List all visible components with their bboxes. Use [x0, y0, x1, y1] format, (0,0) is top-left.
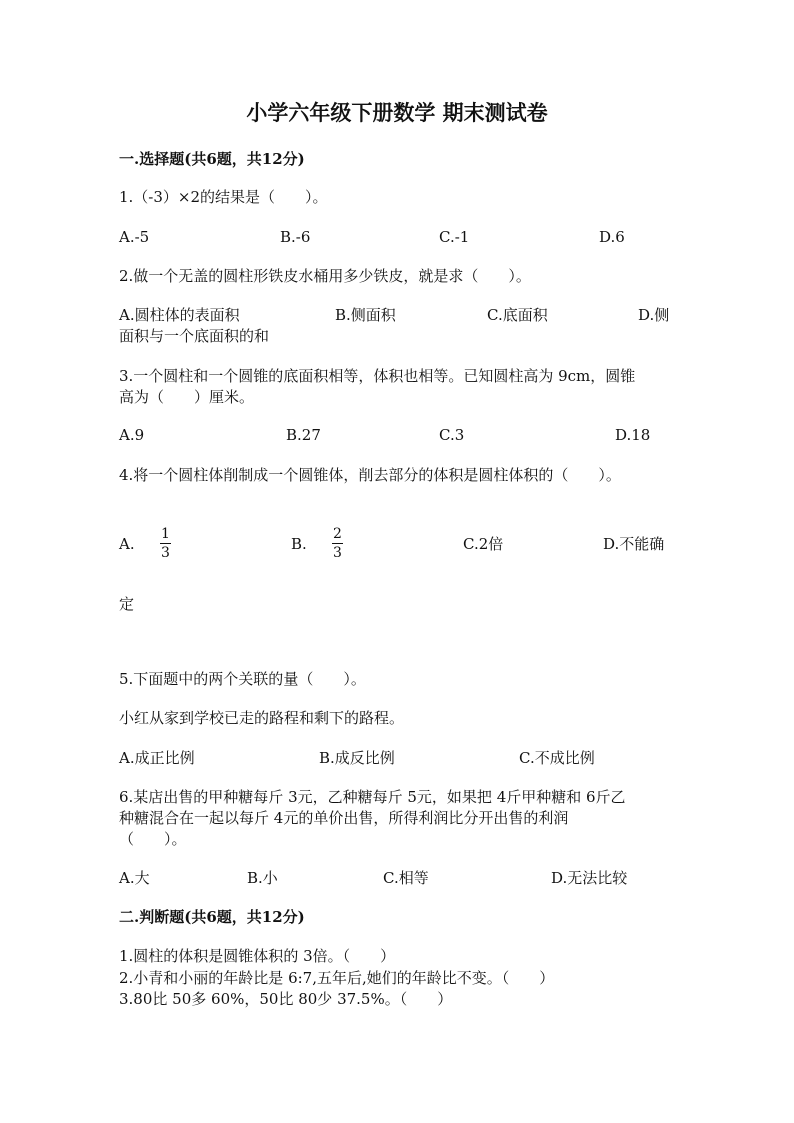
question-1-option-c: C.-1: [439, 228, 470, 246]
section-heading-judge: 二.判断题(共6题，共12分): [119, 908, 305, 926]
question-6-stem-line-2: 种糖混合在一起以每斤 4元的单价出售，所得利润比分开出售的利润: [119, 809, 569, 827]
question-1-stem: 1.（-3）×2的结果是（ ）。: [119, 188, 328, 206]
question-3-option-a: A.9: [119, 426, 145, 444]
question-4-option-b-fraction: [332, 526, 343, 561]
judge-item-3: 3.80比 50多 60%，50比 80少 37.5%。（ ）: [119, 990, 453, 1008]
fraction-numerator: 2: [333, 526, 342, 542]
question-6-option-a: A.大: [119, 869, 150, 887]
page-title: 小学六年级下册数学 期末测试卷: [246, 100, 548, 125]
section-heading-choice: 一.选择题(共6题，共12分): [119, 150, 305, 168]
question-5-stem: 5.下面题中的两个关联的量（ ）。: [119, 670, 366, 688]
judge-item-1: 1.圆柱的体积是圆锥体积的 3倍。（ ）: [119, 947, 396, 965]
question-5-option-b: B.成反比例: [319, 749, 395, 767]
judge-item-2: 2.小青和小丽的年龄比是 6:7,五年后,她们的年龄比不变。（ ）: [119, 969, 555, 987]
fraction-bar: [332, 543, 343, 544]
question-4-option-a-fraction: [160, 526, 171, 561]
question-1-option-d: D.6: [599, 228, 625, 246]
question-3-stem-line-1: 3.一个圆柱和一个圆锥的底面积相等，体积也相等。已知圆柱高为 9cm，圆锥: [119, 367, 636, 385]
question-6-option-b: B.小: [247, 869, 278, 887]
question-6-stem-line-3: （ ）。: [119, 830, 187, 848]
question-2-option-a: A.圆柱体的表面积: [119, 306, 240, 324]
question-4-option-a-label: A.: [119, 535, 135, 553]
question-4-option-b-label: B.: [291, 535, 307, 553]
fraction-denominator: 3: [333, 545, 342, 561]
question-2-option-c: C.底面积: [487, 306, 548, 324]
question-4-option-d: D.不能确: [603, 535, 665, 553]
question-6-stem-line-1: 6.某店出售的甲种糖每斤 3元，乙种糖每斤 5元，如果把 4斤甲种糖和 6斤乙: [119, 788, 626, 806]
question-2-stem: 2.做一个无盖的圆柱形铁皮水桶用多少铁皮，就是求（ ）。: [119, 267, 531, 285]
fraction-bar: [160, 543, 171, 544]
question-3-option-b: B.27: [286, 426, 321, 444]
question-2-option-d: D.侧: [638, 306, 670, 324]
question-5-option-c: C.不成比例: [519, 749, 595, 767]
question-5-stem-context: 小红从家到学校已走的路程和剩下的路程。: [119, 709, 405, 727]
question-6-option-c: C.相等: [383, 869, 429, 887]
question-4-stem: 4.将一个圆柱体削制成一个圆锥体，削去部分的体积是圆柱体积的（ ）。: [119, 466, 621, 484]
question-2-option-b: B.侧面积: [335, 306, 396, 324]
question-1-option-a: A.-5: [119, 228, 150, 246]
question-3-stem-line-2: 高为（ ）厘米。: [119, 388, 255, 406]
question-6-option-d: D.无法比较: [551, 869, 628, 887]
question-2-option-d-continued: 面积与一个底面积的和: [119, 327, 270, 345]
question-4-option-c: C.2倍: [463, 535, 504, 553]
question-5-option-a: A.成正比例: [119, 749, 195, 767]
question-3-option-d: D.18: [615, 426, 651, 444]
fraction-numerator: 1: [161, 526, 170, 542]
question-3-option-c: C.3: [439, 426, 465, 444]
question-1-option-b: B.-6: [280, 228, 311, 246]
fraction-denominator: 3: [161, 545, 170, 561]
question-4-option-d-continued: 定: [119, 595, 135, 613]
